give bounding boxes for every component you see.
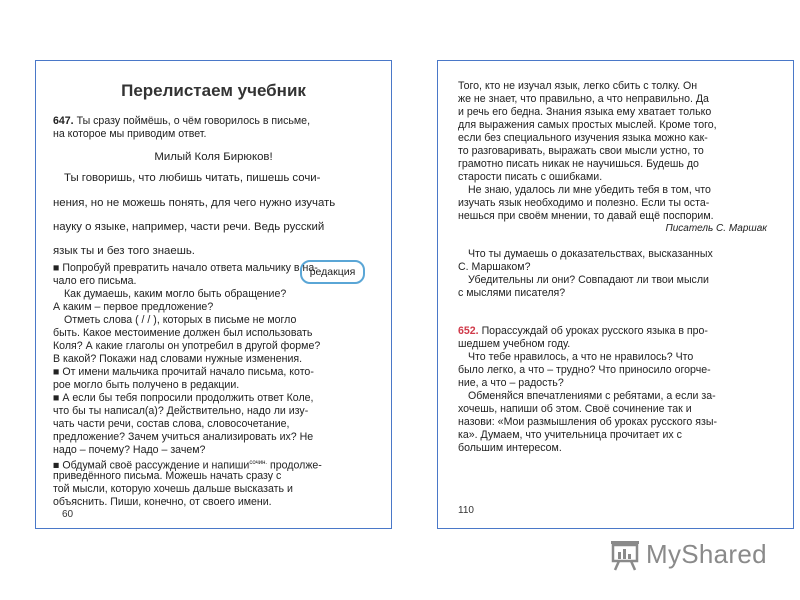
- task-line: приведённого письма. Можешь начать сразу с: [53, 470, 282, 482]
- question-line: Что ты думаешь о доказательствах, высказанных: [468, 248, 713, 260]
- editorial-badge: редакция: [300, 260, 365, 284]
- exercise-text: Порассуждай об уроках русского языка в про-: [478, 325, 708, 337]
- exercise-647-line-2: на которое мы приводим ответ.: [53, 128, 207, 140]
- task-text: продолже-: [267, 459, 322, 472]
- paragraph-line: старости писать с ошибками.: [458, 171, 603, 183]
- task-line: Отметь слова ( / / ), которых в письме не могло: [64, 314, 297, 326]
- question-line: с мыслями писателя?: [458, 287, 566, 299]
- exercise-text: Ты сразу поймёшь, о чём говорилось в письме,: [73, 115, 311, 127]
- exercise-line: Обменяйся впечатлениями с ребятами, а если за-: [468, 390, 716, 402]
- paragraph-line: грамотно писать никак не научишься. Будешь до: [458, 158, 699, 170]
- exercise-number: 652.: [458, 325, 479, 337]
- exercise-number: 647.: [53, 115, 74, 127]
- letter-line: нения, но не можешь понять, для чего нужно изучать: [53, 197, 336, 209]
- exercise-line: было легко, а что – трудно? Что приносило огорче-: [458, 364, 711, 376]
- paragraph-line: то разговаривать, выражать свои мысли устно, то: [458, 145, 704, 157]
- exercise-line: хочешь, напиши об этом. Своё сочинение так и: [458, 403, 692, 415]
- paragraph-line: Того, кто не изучал язык, легко сбить с толку. Он: [458, 80, 698, 92]
- exercise-line: Что тебе нравилось, а что не нравилось? Что: [468, 351, 694, 363]
- task-line: надо – почему? Надо – зачем?: [53, 444, 206, 456]
- page-title: Перелистаем учебник: [121, 81, 306, 100]
- exercise-647-line-1: [53, 115, 310, 128]
- exercise-line: ка». Думаем, что учительница прочитает их с: [458, 429, 682, 441]
- task-line: объяснить. Пиши, конечно, от своего имени.: [53, 496, 272, 508]
- task-line: А каким – первое предложение?: [53, 301, 214, 313]
- task-line: чать части речи, состав слова, словосочетание,: [53, 418, 290, 430]
- question-line: С. Маршаком?: [458, 261, 531, 273]
- task-line: Как думаешь, каким могло быть обращение?: [64, 288, 287, 300]
- question-line: Убедительны ли они? Совпадают ли твои мысли: [468, 274, 709, 286]
- exercise-line: шедшем учебном году.: [458, 338, 571, 350]
- paragraph-line: нешься при своём мнении, то давай ещё поспорим.: [458, 210, 714, 222]
- logo-text: MyShared: [646, 539, 767, 569]
- paragraph-line: и речь его бедна. Знания языка ему хватает только: [458, 106, 712, 118]
- paragraph-line: Не знаю, удалось ли мне убедить тебя в том, что: [468, 184, 711, 196]
- letter-line: язык ты и без того знаешь.: [53, 245, 195, 257]
- presentation-board-icon: [608, 538, 642, 572]
- task-line: ■ Попробуй превратить начало ответа мальчику в на-: [53, 262, 318, 274]
- paragraph-line: если без специального изучения языка можно как-: [458, 132, 708, 144]
- left-page: [35, 60, 392, 529]
- task-line: чало его письма.: [53, 275, 137, 287]
- task-line: В какой? Покажи над словами нужные изменения.: [53, 353, 303, 365]
- author-signature: Писатель С. Маршак: [665, 223, 767, 234]
- paragraph-line: же не знает, что правильно, а что неправильно. Да: [458, 93, 709, 105]
- task-line: предложение? Зачем учиться анализировать их? Не: [53, 431, 314, 443]
- page-number: 60: [62, 509, 74, 520]
- exercise-line: ние, а что – радость?: [458, 377, 564, 389]
- task-line: рое могло быть получено в редакции.: [53, 379, 240, 391]
- task-line: Коля? А какие глаголы он употребил в другой форме?: [53, 340, 321, 352]
- task-line: быть. Какое местоимение должен был использовать: [53, 327, 313, 339]
- exercise-line: большим интересом.: [458, 442, 562, 454]
- task-line: той мысли, которую хочешь дальше высказать и: [53, 483, 293, 495]
- right-page: [437, 60, 794, 529]
- paragraph-line: изучать язык необходимо и полезно. Если ты оста-: [458, 197, 710, 209]
- exercise-line: назови: «Мои размышления об уроках русского язы-: [458, 416, 717, 428]
- letter-line: Ты говоришь, что любишь читать, пишешь сочи-: [64, 172, 321, 184]
- task-line: что бы ты написал(а)? Действительно, надо ли изу-: [53, 405, 309, 417]
- task-line: ■ А если бы тебя попросили продолжить ответ Коле,: [53, 392, 314, 404]
- task-text: ■ Обдумай своё рассуждение и напиши: [53, 459, 250, 472]
- task-line: ■ От имени мальчика прочитай начало письма, кото-: [53, 366, 314, 378]
- myshared-logo: [606, 535, 766, 575]
- letter-greeting: Милый Коля Бирюков!: [154, 151, 273, 163]
- page-number: 110: [458, 505, 474, 516]
- exercise-652-line-1: [458, 325, 708, 338]
- letter-line: науку о языке, например, части речи. Ведь русский: [53, 221, 325, 233]
- superscript-mark: сочин.: [249, 460, 268, 466]
- paragraph-line: для выражения самых простых мыслей. Кроме того,: [458, 119, 717, 131]
